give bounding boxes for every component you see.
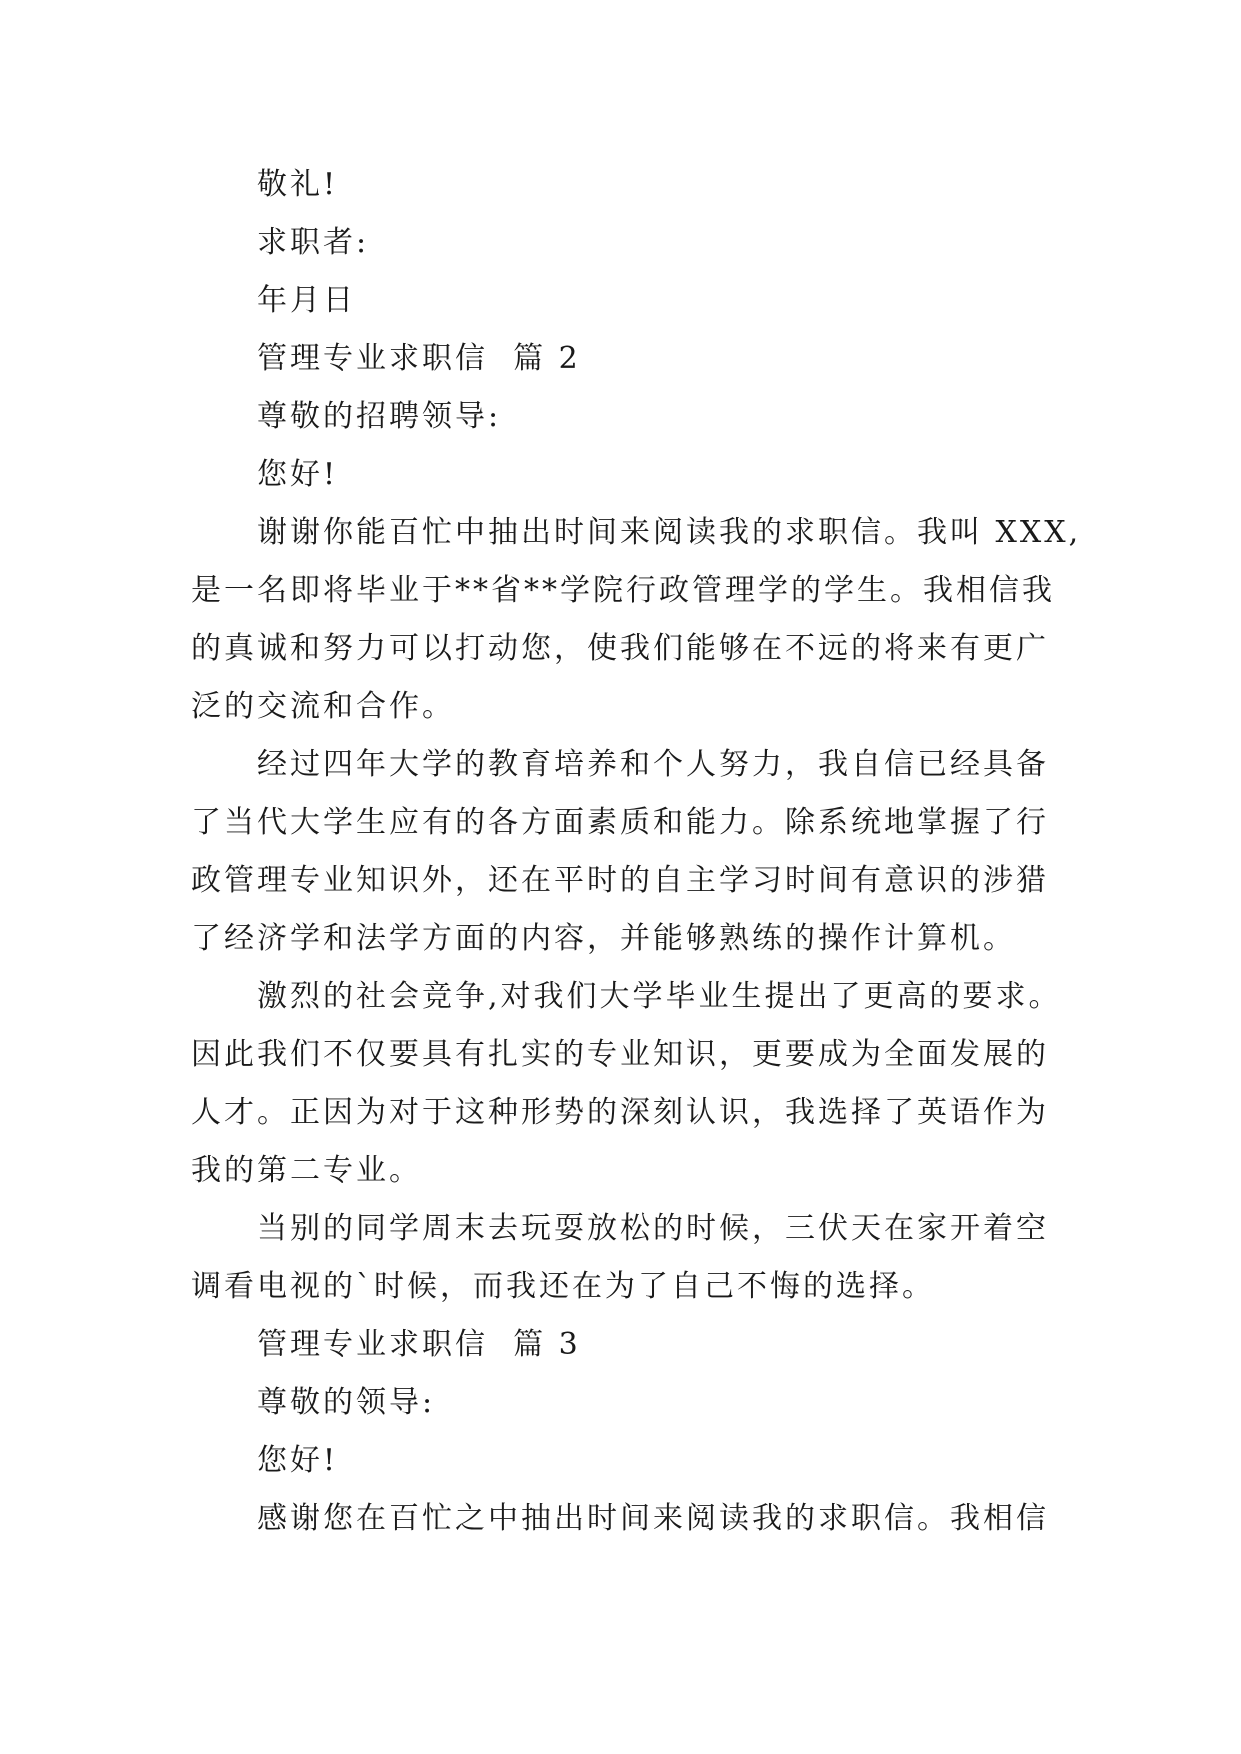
closing-salute: 敬礼! bbox=[257, 167, 339, 202]
letter2-paragraph-4 bbox=[191, 1200, 1051, 1316]
paragraph-line: 我的第二专业。 bbox=[191, 1153, 422, 1188]
paragraph-line: 谢谢你能百忙中抽出时间来阅读我的求职信。我叫 XXX, bbox=[257, 515, 1082, 550]
paragraph-line: 经过四年大学的教育培养和个人努力，我自信已经具备 bbox=[257, 747, 1049, 782]
paragraph-line: 激烈的社会竞争,对我们大学毕业生提出了更高的要求。 bbox=[257, 979, 1062, 1014]
paragraph-line: 了经济学和法学方面的内容，并能够熟练的操作计算机。 bbox=[191, 921, 1016, 956]
paragraph-line: 了当代大学生应有的各方面素质和能力。除系统地掌握了行 bbox=[191, 805, 1049, 840]
letter2-paragraph-1 bbox=[191, 504, 1082, 736]
paragraph-line: 因此我们不仅要具有扎实的专业知识，更要成为全面发展的 bbox=[191, 1037, 1049, 1072]
signer-label: 求职者: bbox=[257, 225, 370, 260]
date-label: 年月日 bbox=[257, 283, 356, 318]
letter2-paragraph-2 bbox=[191, 736, 1051, 968]
paragraph-line: 政管理专业知识外，还在平时的自主学习时间有意识的涉猎 bbox=[191, 863, 1049, 898]
paragraph-line: 人才。正因为对于这种形势的深刻认识，我选择了英语作为 bbox=[191, 1095, 1049, 1130]
letter2-paragraph-3 bbox=[191, 968, 1062, 1200]
letter2-hello: 您好! bbox=[257, 457, 339, 492]
letter2-heading: 管理专业求职信 篇 2 bbox=[257, 341, 581, 376]
paragraph-line: 调看电视的`时候，而我还在为了自己不悔的选择。 bbox=[191, 1269, 935, 1304]
paragraph-line: 是一名即将毕业于**省**学院行政管理学的学生。我相信我 bbox=[191, 573, 1055, 608]
letter3-first-line: 感谢您在百忙之中抽出时间来阅读我的求职信。我相信 bbox=[257, 1501, 1049, 1536]
paragraph-line: 的真诚和努力可以打动您，使我们能够在不远的将来有更广 bbox=[191, 631, 1049, 666]
letter3-greeting: 尊敬的领导: bbox=[257, 1385, 436, 1420]
paragraph-line: 当别的同学周末去玩耍放松的时候，三伏天在家开着空 bbox=[257, 1211, 1049, 1246]
letter3-hello: 您好! bbox=[257, 1443, 339, 1478]
document-body bbox=[191, 156, 1082, 1548]
paragraph-line: 泛的交流和合作。 bbox=[191, 689, 455, 724]
letter2-greeting: 尊敬的招聘领导: bbox=[257, 399, 502, 434]
letter3-heading: 管理专业求职信 篇 3 bbox=[257, 1327, 581, 1362]
